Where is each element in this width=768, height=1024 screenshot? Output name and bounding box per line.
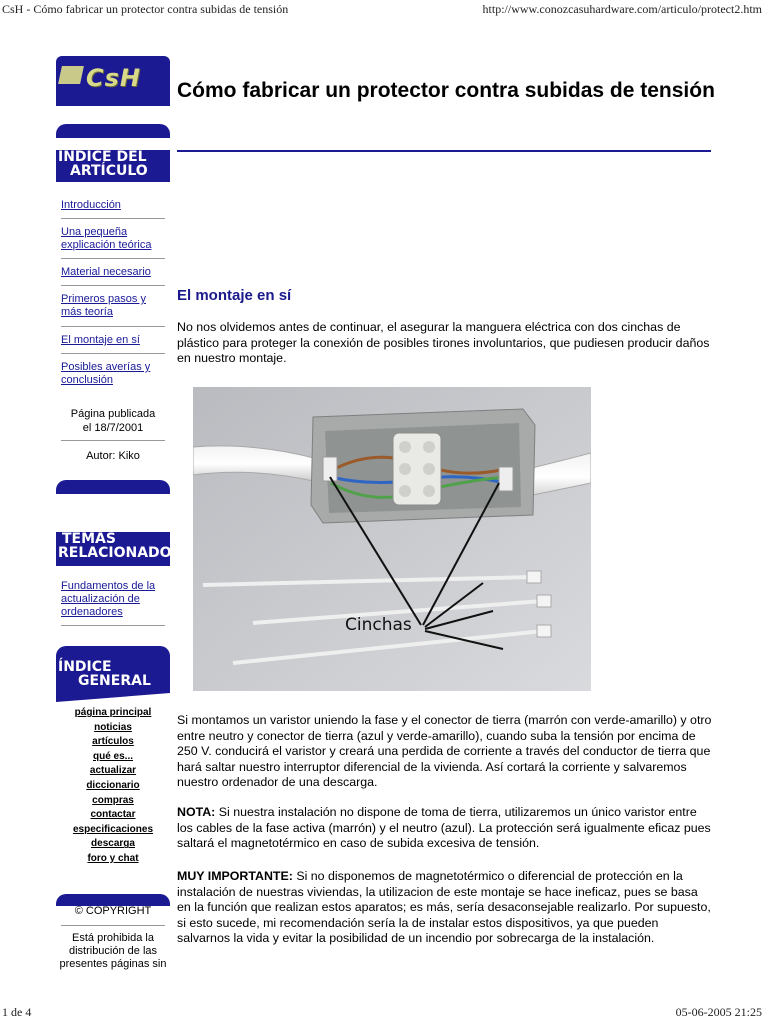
- importante-label: MUY IMPORTANTE:: [177, 869, 293, 883]
- divider: [61, 285, 165, 286]
- general-link-foro[interactable]: foro y chat: [87, 852, 139, 864]
- published-label: Página publicada: [70, 408, 156, 420]
- logo-mark-icon: [58, 66, 84, 84]
- general-link-actualizar[interactable]: actualizar: [89, 765, 137, 777]
- divider: [61, 353, 165, 354]
- print-footer-page: 1 de 4: [2, 1005, 32, 1019]
- logo-gap: [56, 106, 170, 110]
- importante-text: Si no disponemos de magnetotérmico o diferencial de protección en la instalación de nuestras viviendas, la utilizacion de este montaje se hace ineficaz, pues se basa en la función que realizan estos aparatos; es más, sería desaconsejable realizarlo. Por supuesto, si esto sucede, mi recomendación sería la de instalar estos dispositivos, ya que pueden salvarnos la vida y evitar la posibilidad de un incendio por sobrecarga de la instalación.: [177, 869, 711, 946]
- paragraph-importante: [177, 869, 712, 947]
- divider: [61, 440, 165, 441]
- general-link-especificaciones[interactable]: especificaciones: [72, 823, 154, 835]
- general-link-compras[interactable]: compras: [92, 794, 134, 806]
- divider: [61, 326, 165, 327]
- print-footer-datetime: 05-06-2005 21:25: [675, 1005, 762, 1019]
- logo-text: CsH: [86, 64, 141, 92]
- sidebar-tab: [56, 124, 170, 138]
- paragraph-nota: [177, 805, 712, 852]
- paragraph-intro: No nos olvidemos antes de continuar, el asegurar la manguera eléctrica con dos cinchas de plástico para proteger la conexión de posibles tirones involuntarios, que pudiesen producir daños en nuestro montaje.: [177, 320, 710, 366]
- general-links: [56, 706, 170, 867]
- general-link-descarga[interactable]: descarga: [91, 838, 135, 850]
- general-link-diccionario[interactable]: diccionario: [86, 779, 140, 791]
- copyright-label: © COPYRIGHT: [74, 905, 152, 917]
- general-link-que-es[interactable]: qué es...: [92, 750, 133, 762]
- general-link-contactar[interactable]: contactar: [90, 809, 136, 821]
- page-title: Cómo fabricar un protector contra subidas de tensión: [177, 79, 715, 102]
- index-heading: ÍNDICE DEL ARTÍCULO: [56, 150, 170, 182]
- index-link-montaje[interactable]: El montaje en sí: [61, 334, 140, 346]
- index-link-explicacion[interactable]: Una pequeña explicación teórica: [61, 226, 152, 251]
- print-header-url: http://www.conozcasuhardware.com/articulo/protect2.htm: [482, 2, 762, 16]
- divider: [61, 625, 165, 626]
- index-link-primeros-pasos[interactable]: Primeros pasos y más teoría: [61, 293, 146, 318]
- print-header-title: CsH - Cómo fabricar un protector contra subidas de tensión: [2, 2, 289, 16]
- related-heading: TEMAS RELACIONADOS: [56, 532, 170, 566]
- photo-label: Cinchas: [345, 615, 412, 635]
- title-rule: [177, 150, 711, 152]
- related-link[interactable]: Fundamentos de la actualización de ordenadores: [61, 580, 156, 618]
- section-title: El montaje en sí: [177, 287, 292, 304]
- general-heading-tail: [56, 692, 170, 702]
- divider: [61, 925, 165, 926]
- site-logo[interactable]: [56, 56, 170, 106]
- paragraph-varistor: Si montamos un varistor uniendo la fase y el conector de tierra (marrón con verde-amarillo) y otro entre neutro y conector de tierra (azul y verde-amarillo), cuando suba la tensión por encima de 250 V. conducirá el varistor y creará una perdida de corriente a través del conductor de tierra que hará saltar nuestro interruptor diferencial de la vivienda. Así cortará la corriente y salvaremos nuestro ordenador de una descarga.: [177, 713, 712, 790]
- author: Autor: Kiko: [86, 450, 140, 462]
- divider: [61, 258, 165, 259]
- index-link-material[interactable]: Material necesario: [61, 266, 151, 278]
- general-link-articulos[interactable]: artículos: [92, 736, 134, 748]
- index-link-introduccion[interactable]: Introducción: [61, 199, 121, 211]
- divider: [61, 218, 165, 219]
- published-date: el 18/7/2001: [82, 422, 144, 434]
- junction-box-photo: [193, 387, 591, 691]
- nota-text: Si nuestra instalación no dispone de toma de tierra, utilizaremos un único varistor entre los cables de la fase activa (marrón) y el neutro (azul). La protección será igualmente eficaz pues saltará el magnetotérmico en caso de subida excesiva de tensión.: [177, 805, 711, 851]
- nota-label: NOTA:: [177, 805, 216, 819]
- copyright-text: Está prohibida la distribución de las presentes páginas sin: [59, 932, 167, 970]
- sidebar-tab: [56, 480, 170, 494]
- general-heading: ÍNDICE GENERAL: [58, 659, 151, 689]
- general-link-noticias[interactable]: noticias: [94, 721, 132, 733]
- general-link-pagina-principal[interactable]: página principal: [74, 707, 152, 718]
- index-link-averias[interactable]: Posibles averías y conclusión: [61, 361, 151, 386]
